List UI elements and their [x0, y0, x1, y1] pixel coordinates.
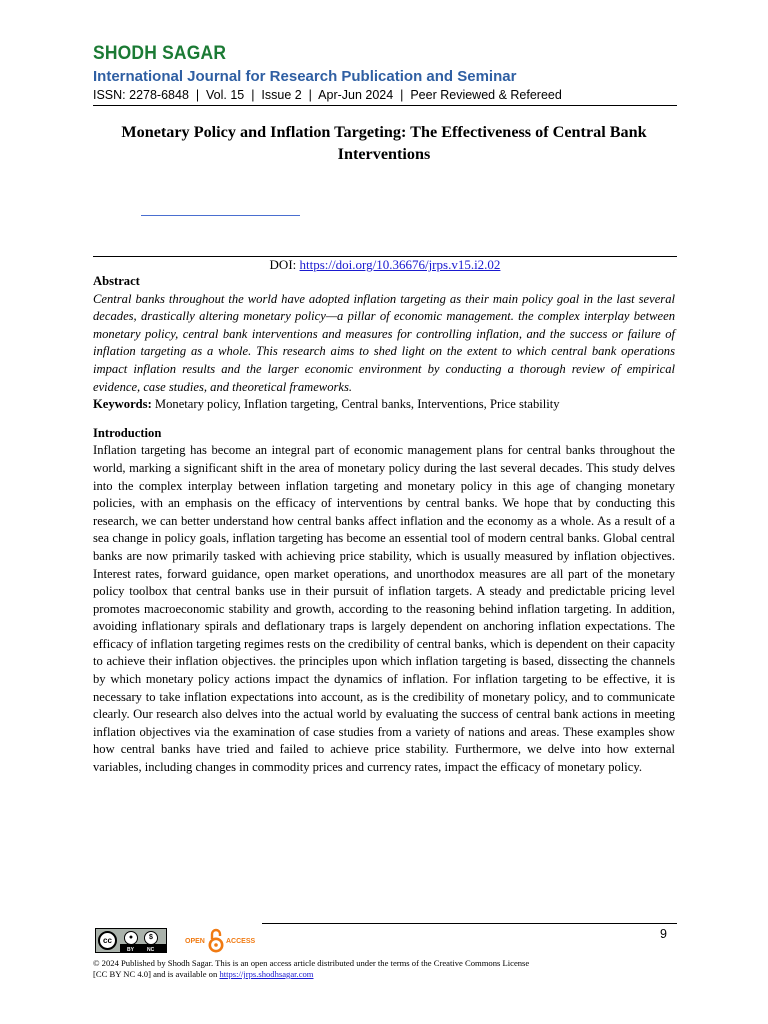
- doi-label: DOI:: [269, 257, 300, 272]
- page-number: 9: [660, 927, 667, 941]
- header-rule: [93, 105, 677, 106]
- doi-link[interactable]: https://doi.org/10.36676/jrps.v15.i2.02: [299, 257, 501, 272]
- open-label: OPEN: [185, 938, 205, 945]
- footer-rule: [262, 923, 677, 924]
- keywords: [93, 396, 675, 414]
- access-label: ACCESS: [226, 938, 256, 945]
- attribution-icon: ●: [124, 931, 138, 945]
- license-footer: [93, 958, 683, 980]
- abstract-text: Central banks throughout the world have adopted inflation targeting as their main policy goal in the last several decades, drastically altering monetary policy—a pillar of economic management. the complex interplay between monetary policy, central bank interventions and measures for controlling inflation, and the success or failure of inflation targeting as a whole. This research aims to shed light on the extent to which central bank operations impact inflation results and the larger economic environment by conducting a thorough review of empirical evidence, case studies, and theoretical frameworks.: [93, 291, 675, 394]
- license-line-2-prefix: [CC BY NC 4.0] and is available on: [93, 969, 220, 979]
- license-line-2: [93, 969, 683, 980]
- cc-by-nc-license-icon[interactable]: [95, 928, 167, 953]
- publisher-brand: SHODH SAGAR: [93, 43, 227, 64]
- site-link[interactable]: https://jrps.shodhsagar.com: [219, 969, 314, 979]
- doi-line: [93, 257, 677, 273]
- paper-title: Monetary Policy and Inflation Targeting: The Effectiveness of Central Bank Interventions: [121, 123, 647, 163]
- by-label: BY: [127, 947, 134, 953]
- article-body: [93, 273, 675, 777]
- journal-name: International Journal for Research Publication and Seminar: [93, 68, 517, 85]
- open-access-lock-icon: [208, 928, 224, 953]
- license-line-1: © 2024 Published by Shodh Sagar. This is an open access article distributed under the terms of the Creative Commons License: [93, 958, 530, 968]
- abstract-heading: Abstract: [93, 274, 140, 288]
- keywords-label: Keywords:: [93, 397, 152, 412]
- keywords-list: Monetary policy, Inflation targeting, Central banks, Interventions, Price stability: [151, 397, 560, 412]
- introduction-text: Inflation targeting has become an integral part of economic management plans for central banks throughout the world, marking a significant shift in the area of monetary policy during the last several decades. This study delves into the complex interplay between inflation targeting and monetary policy in this age of changing monetary policies, with an emphasis on the efficacy of interventions by central banks. We hope that by conducting this research, we can better understand how central banks affect inflation and the economy as a whole. As a result of a sea change in policy goals, inflation targeting has become an essential tool of modern central banks. Global central banks are now primarily tasked with achieving price stability, which is usually measured by inflation objectives. Interest rates, forward guidance, open market operations, and unorthodox measures are all part of the monetary policy toolbox that central banks use in their pursuit of inflation targets. A steady and predictable pricing level promotes macroeconomic stability and growth, according to the reasoning behind inflation targeting. In addition, avoiding inflationary spirals and deflationary traps is largely dependent on anchoring inflation expectations. The efficacy of inflation targeting regimes rests on the credibility of central banks, which is dependent on their capacity to achieve their inflation objectives. the principles upon which inflation targeting is based, dissecting the channels by which monetary policy actions impact the dynamics of inflation. For inflation targeting to be effective, it is necessary to take inflation expectations into account, as is the credibility of monetary policy, and to communicate clearly. Our research also delves into the actual world by evaluating the success of central bank actions in meeting inflation objectives via the examination of case studies from a variety of nations and areas. These examples show how central banks have tried and failed to achieve price stability. Furthermore, we delve into how external variables, including changes in commodity prices and currency rates, impact the efficacy of monetary policy.: [93, 443, 675, 775]
- author-link-underline[interactable]: [141, 215, 300, 216]
- noncommercial-icon: $: [144, 931, 158, 945]
- journal-meta: ISSN: 2278-6848 | Vol. 15 | Issue 2 | Apr-Jun 2024 | Peer Reviewed & Refereed: [93, 88, 562, 102]
- nc-label: NC: [147, 947, 155, 953]
- introduction-heading: Introduction: [93, 425, 162, 440]
- cc-icon: cc: [98, 931, 117, 950]
